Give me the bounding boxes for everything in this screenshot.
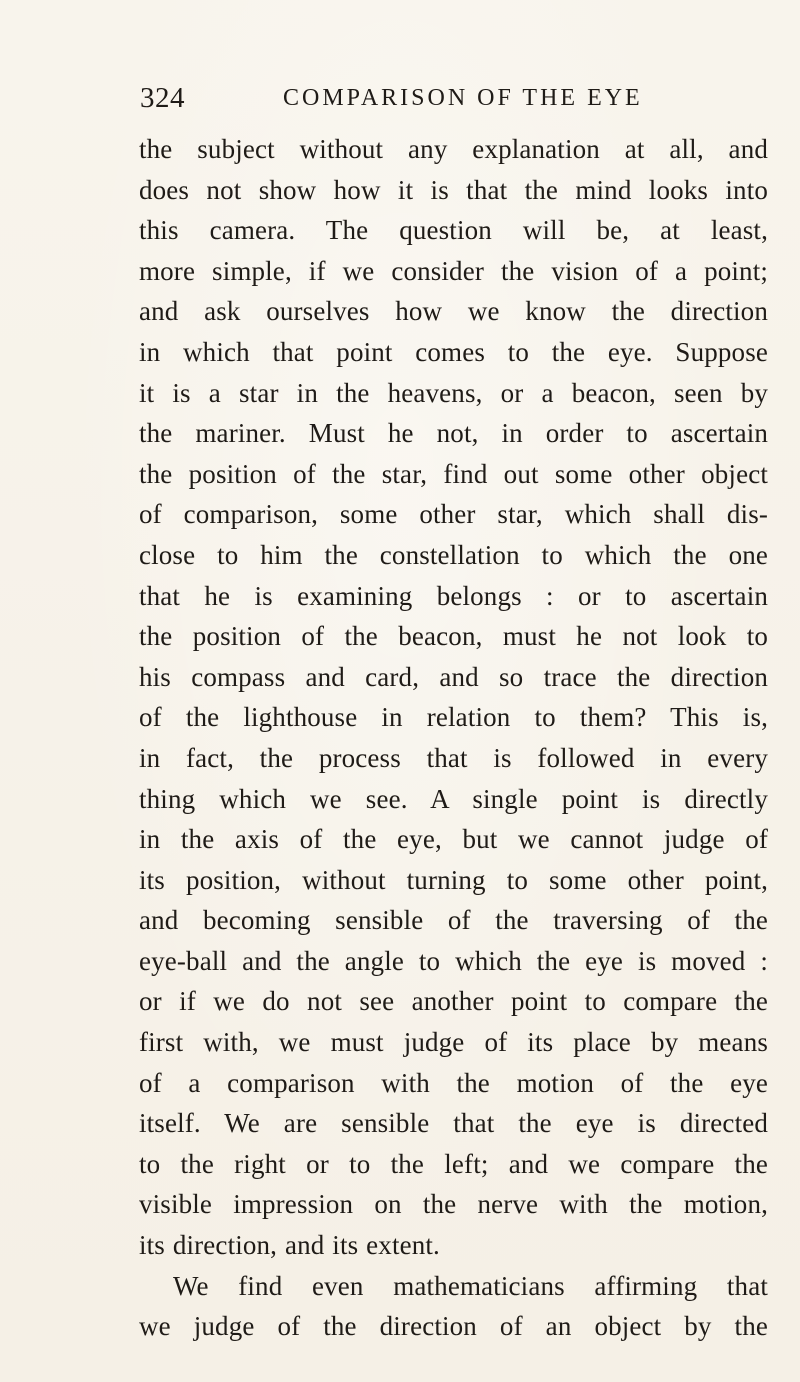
body-text xyxy=(139,129,768,1347)
text-line: and becoming sensible of the traversing of the xyxy=(139,905,768,936)
text-line: or if we do not see another point to compare the xyxy=(139,986,768,1017)
text-line: the position of the star, find out some other object xyxy=(139,458,768,489)
text-line: that he is examining belongs : or to ascertain xyxy=(139,580,768,611)
text-line: We find even mathematicians affirming that xyxy=(173,1270,768,1301)
text-line: the position of the beacon, must he not look to xyxy=(139,621,768,652)
text-line: the mariner. Must he not, in order to ascertain xyxy=(139,418,768,449)
text-line: his compass and card, and so trace the direction xyxy=(139,661,768,692)
text-line: visible impression on the nerve with the motion, xyxy=(139,1189,768,1220)
text-line: its direction, and its extent. xyxy=(139,1230,440,1261)
text-line: and ask ourselves how we know the direction xyxy=(139,296,768,327)
text-line: it is a star in the heavens, or a beacon, seen by xyxy=(139,377,768,408)
text-line: of a comparison with the motion of the eye xyxy=(139,1067,768,1098)
page-number: 324 xyxy=(140,82,185,114)
text-line: in which that point comes to the eye. Suppose xyxy=(139,336,768,367)
text-line: itself. We are sensible that the eye is directed xyxy=(139,1108,768,1139)
text-line: more simple, if we consider the vision of a point; xyxy=(139,255,768,286)
text-line: eye-ball and the angle to which the eye is moved : xyxy=(139,945,768,976)
page-header xyxy=(140,78,767,118)
text-line: close to him the constellation to which the one xyxy=(139,539,768,570)
text-line: to the right or to the left; and we compare the xyxy=(139,1148,768,1179)
running-title: COMPARISON OF THE EYE xyxy=(283,85,643,111)
text-line: this camera. The question will be, at least, xyxy=(139,215,768,246)
text-line: we judge of the direction of an object by the xyxy=(139,1311,768,1342)
text-line: thing which we see. A single point is directly xyxy=(139,783,768,814)
text-line: of the lighthouse in relation to them? This is, xyxy=(139,702,768,733)
text-line: in the axis of the eye, but we cannot judge of xyxy=(139,824,768,855)
text-line: does not show how it is that the mind looks into xyxy=(139,174,768,205)
text-line: of comparison, some other star, which shall dis- xyxy=(139,499,768,530)
text-line: first with, we must judge of its place by means xyxy=(139,1027,768,1058)
text-line: the subject without any explanation at all, and xyxy=(139,134,768,164)
text-line: its position, without turning to some other point, xyxy=(139,864,768,895)
text-line: in fact, the process that is followed in every xyxy=(139,742,768,773)
